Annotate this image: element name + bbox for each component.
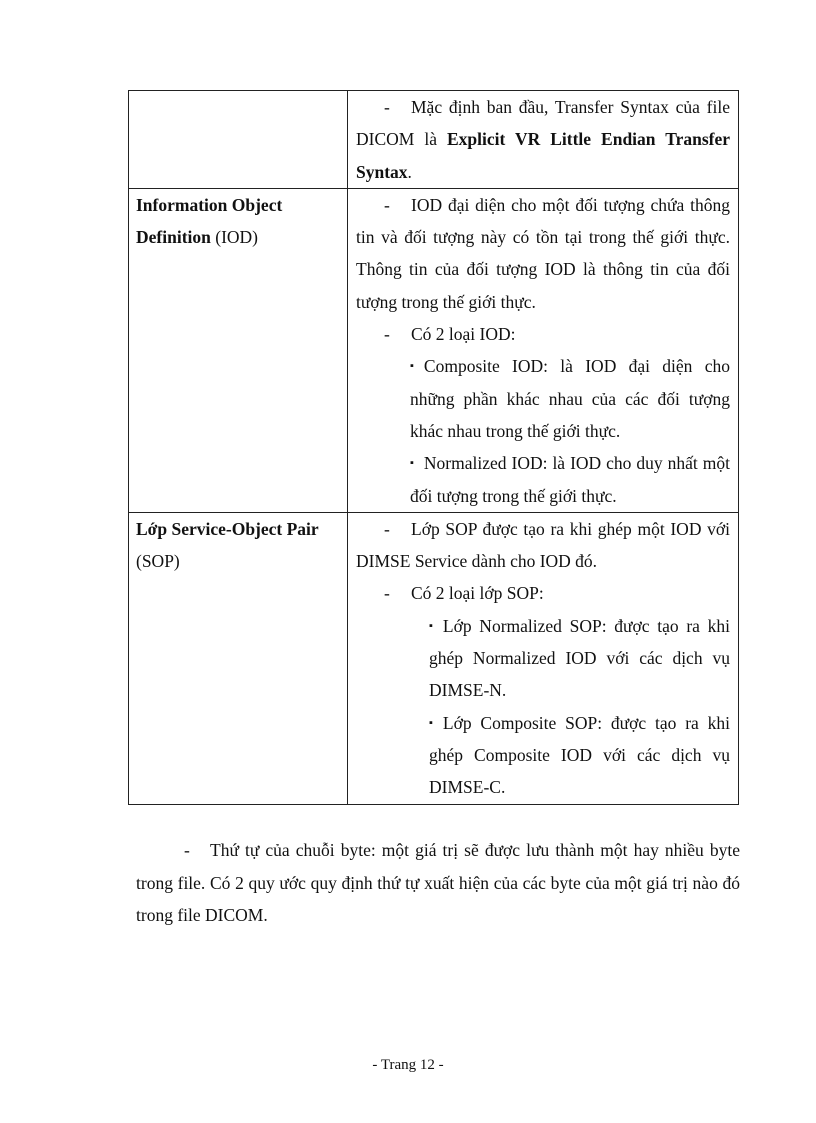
square-bullet-icon: ▪	[410, 457, 414, 470]
dash-marker: -	[384, 194, 390, 215]
desc-suffix: .	[407, 161, 412, 182]
term-bold: Lớp Service-Object Pair	[136, 518, 319, 539]
term-suffix: (IOD)	[210, 227, 259, 248]
list-item	[356, 318, 730, 350]
paragraph-text: Thứ tự của chuỗi byte: một giá trị sẽ được lưu thành một hay nhiều byte trong file. Có 2 quy ước quy định thứ tự xuất hiện của các byte của một giá trị nào đó trong file DICOM.	[136, 840, 740, 925]
dash-marker: -	[384, 324, 390, 345]
square-bullet-icon: ▪	[429, 716, 433, 729]
point-text: Có 2 loại lớp SOP:	[411, 583, 544, 604]
page-number: - Trang 12 -	[372, 1057, 444, 1073]
sub-list-item	[356, 447, 730, 512]
point-text: Có 2 loại IOD:	[411, 324, 516, 345]
body-paragraph	[136, 834, 740, 932]
square-bullet-icon: ▪	[410, 360, 414, 373]
definition-table	[128, 90, 739, 805]
dash-marker: -	[384, 583, 390, 604]
description-cell	[348, 188, 739, 512]
sub-list-item	[356, 707, 730, 804]
term-cell	[129, 91, 348, 189]
dash-marker: -	[384, 97, 390, 117]
sub-point-text: Normalized IOD: là IOD cho duy nhất một đối tượng trong thế giới thực.	[410, 453, 730, 506]
term-cell	[129, 188, 348, 512]
desc-bold-text: Explicit VR Little Endian Transfer Syntax	[356, 129, 730, 182]
table-row	[129, 512, 739, 804]
list-item	[356, 513, 730, 578]
list-item	[356, 577, 730, 609]
term-suffix: (SOP)	[136, 551, 180, 572]
table-row	[129, 91, 739, 189]
dash-marker: -	[384, 518, 390, 539]
sub-point-text: Lớp Normalized SOP: được tạo ra khi ghép Normalized IOD với các dịch vụ DIMSE-N.	[429, 615, 730, 701]
term-cell	[129, 512, 348, 804]
desc-text: Mặc định ban đầu, Transfer Syntax của file DICOM là	[356, 97, 730, 150]
sub-point-text: Composite IOD: là IOD đại diện cho những phần khác nhau của các đối tượng khác nhau trong thế giới thực.	[410, 356, 730, 441]
sub-point-text: Lớp Composite SOP: được tạo ra khi ghép Composite IOD với các dịch vụ DIMSE-C.	[429, 712, 730, 798]
point-text: Lớp SOP được tạo ra khi ghép một IOD với DIMSE Service dành cho IOD đó.	[356, 518, 730, 572]
term-bold: Information Object Definition	[136, 194, 283, 248]
dash-marker: -	[184, 840, 190, 860]
sub-list-item	[356, 610, 730, 707]
table-row	[129, 188, 739, 512]
description-cell	[348, 512, 739, 804]
square-bullet-icon: ▪	[429, 619, 433, 632]
description-cell	[348, 91, 739, 189]
list-item	[356, 91, 730, 188]
sub-list-item	[356, 350, 730, 447]
list-item	[356, 189, 730, 318]
point-text: IOD đại diện cho một đối tượng chứa thông tin và đối tượng này có tồn tại trong thế giới thực. Thông tin của đối tượng IOD là thông tin của đối tượng trong thế giới thực.	[356, 194, 730, 312]
